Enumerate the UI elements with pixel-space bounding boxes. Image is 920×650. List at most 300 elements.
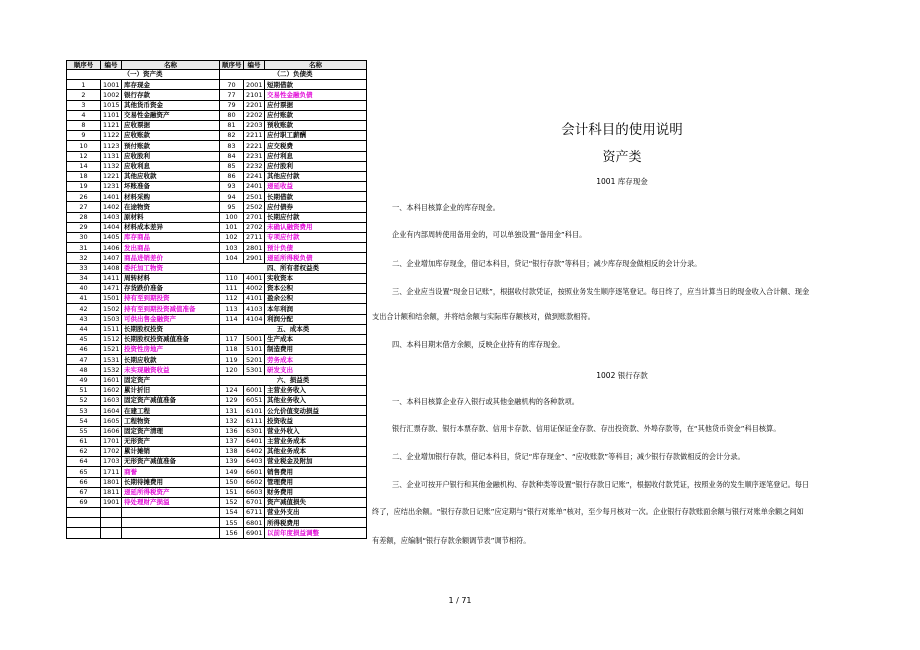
seq-cell — [67, 518, 101, 528]
code-cell: 1404 — [101, 222, 122, 232]
table-row — [67, 457, 220, 467]
seq-cell: 49 — [67, 375, 101, 385]
table-row — [220, 477, 367, 487]
seq-cell: 152 — [220, 497, 244, 507]
seq-cell: 40 — [67, 283, 101, 293]
table-row — [67, 120, 220, 130]
table-row — [220, 406, 367, 416]
header-code: 编号 — [244, 61, 265, 70]
code-cell: 6901 — [244, 528, 265, 538]
code-cell: 1221 — [101, 171, 122, 181]
seq-cell: 41 — [67, 294, 101, 304]
section-title: 五、成本类 — [220, 324, 367, 334]
seq-cell: 118 — [220, 345, 244, 355]
seq-cell: 113 — [220, 304, 244, 314]
table-row — [220, 192, 367, 202]
name-cell: 应付债券 — [265, 202, 367, 212]
table-row — [67, 222, 220, 232]
seq-cell: 120 — [220, 365, 244, 375]
table-row — [220, 304, 367, 314]
code-cell: 4001 — [244, 273, 265, 283]
name-cell: 投资性房地产 — [122, 345, 220, 355]
name-cell: 工程物资 — [122, 416, 220, 426]
code-cell: 1231 — [101, 182, 122, 192]
table-row — [220, 283, 367, 293]
table-row — [220, 436, 367, 446]
account-heading-1001: 1001 库存现金 — [596, 177, 648, 186]
code-cell: 1015 — [101, 100, 122, 110]
code-cell: 4103 — [244, 304, 265, 314]
seq-cell: 151 — [220, 487, 244, 497]
table-row — [67, 304, 220, 314]
header-name: 名称 — [265, 61, 367, 70]
seq-cell: 65 — [67, 467, 101, 477]
seq-cell: 124 — [220, 385, 244, 395]
paragraph: 三、企业应当设置“现金日记账”，根据收付款凭证，按照业务发生顺序逐笔登记。每日终了，应当计算当日的现金收入合计额、现金 — [392, 287, 810, 296]
name-cell: 财务费用 — [265, 487, 367, 497]
table-row — [220, 253, 367, 263]
seq-cell: 112 — [220, 294, 244, 304]
table-row — [67, 243, 220, 253]
document-title: 会计科目的使用说明 — [561, 122, 683, 138]
name-cell: 应付股利 — [265, 161, 367, 171]
seq-cell: 82 — [220, 131, 244, 141]
section-title: （二）负债类 — [220, 70, 367, 80]
name-cell: 长期应收款 — [122, 355, 220, 365]
section-row — [67, 70, 220, 80]
name-cell: 营业外支出 — [265, 508, 367, 518]
seq-cell: 55 — [67, 426, 101, 436]
code-cell: 1605 — [101, 416, 122, 426]
code-cell: 6711 — [244, 508, 265, 518]
code-cell: 6401 — [244, 436, 265, 446]
name-cell: 累计摊销 — [122, 446, 220, 456]
table-row — [67, 80, 220, 90]
name-cell: 制造费用 — [265, 345, 367, 355]
code-cell: 6301 — [244, 426, 265, 436]
name-cell: 应收票据 — [122, 120, 220, 130]
code-cell: 6403 — [244, 457, 265, 467]
name-cell: 预付账款 — [122, 141, 220, 151]
seq-cell: 33 — [67, 263, 101, 273]
code-cell: 2702 — [244, 222, 265, 232]
code-cell: 2711 — [244, 233, 265, 243]
table-row — [220, 100, 367, 110]
name-cell: 在建工程 — [122, 406, 220, 416]
code-cell: 1101 — [101, 110, 122, 120]
code-cell: 1471 — [101, 283, 122, 293]
table-row — [220, 212, 367, 222]
seq-cell: 4 — [67, 110, 101, 120]
paragraph: 二、企业增加库存现金，借记本科目，贷记“银行存款”等科目；减少库存现金做相反的会计分录。 — [392, 259, 702, 268]
table-row — [67, 131, 220, 141]
table-row — [220, 416, 367, 426]
name-cell: 管理费用 — [265, 477, 367, 487]
seq-cell: 44 — [67, 324, 101, 334]
seq-cell: 26 — [67, 192, 101, 202]
table-row — [220, 385, 367, 395]
table-row — [220, 457, 367, 467]
seq-cell: 9 — [67, 131, 101, 141]
table-row — [220, 131, 367, 141]
table-row — [67, 446, 220, 456]
table-row — [67, 110, 220, 120]
name-cell: 实收资本 — [265, 273, 367, 283]
seq-cell: 70 — [220, 80, 244, 90]
code-cell: 6601 — [244, 467, 265, 477]
table-row — [220, 151, 367, 161]
table-row — [67, 233, 220, 243]
section-row — [220, 70, 367, 80]
seq-cell: 86 — [220, 171, 244, 181]
name-cell: 银行存款 — [122, 90, 220, 100]
name-cell: 库存商品 — [122, 233, 220, 243]
paragraph: 一、本科目核算企业的库存现金。 — [392, 203, 500, 212]
table-row — [67, 385, 220, 395]
code-cell: 2241 — [244, 171, 265, 181]
seq-cell: 94 — [220, 192, 244, 202]
name-cell: 长期应付款 — [265, 212, 367, 222]
paragraph: 二、企业增加银行存款，借记本科目，贷记“库存现金”、“应收账款”等科目；减少银行存款做相反的会计分录。 — [392, 452, 745, 461]
code-cell: 1403 — [101, 212, 122, 222]
seq-cell: 131 — [220, 406, 244, 416]
code-cell: 1501 — [101, 294, 122, 304]
seq-cell: 77 — [220, 90, 244, 100]
code-cell: 2502 — [244, 202, 265, 212]
code-cell: 1801 — [101, 477, 122, 487]
name-cell: 持有至到期投资 — [122, 294, 220, 304]
seq-cell: 67 — [67, 487, 101, 497]
code-cell: 5301 — [244, 365, 265, 375]
seq-cell: 139 — [220, 457, 244, 467]
name-cell: 交易性金融负债 — [265, 90, 367, 100]
table-row — [67, 406, 220, 416]
seq-cell: 154 — [220, 508, 244, 518]
name-cell: 资产减值损失 — [265, 497, 367, 507]
name-cell: 商品进销差价 — [122, 253, 220, 263]
code-cell: 6051 — [244, 396, 265, 406]
code-cell: 1711 — [101, 467, 122, 477]
name-cell: 应交税费 — [265, 141, 367, 151]
code-cell: 1002 — [101, 90, 122, 100]
table-row — [220, 120, 367, 130]
table-row — [220, 161, 367, 171]
seq-cell: 32 — [67, 253, 101, 263]
table-row — [67, 396, 220, 406]
table-row — [67, 171, 220, 181]
section-row — [220, 324, 367, 334]
code-cell: 5201 — [244, 355, 265, 365]
code-cell: 1122 — [101, 131, 122, 141]
seq-cell: 8 — [67, 120, 101, 130]
code-cell: 2001 — [244, 80, 265, 90]
name-cell: 研发支出 — [265, 365, 367, 375]
name-cell: 应付利息 — [265, 151, 367, 161]
name-cell: 利润分配 — [265, 314, 367, 324]
paragraph: 一、本科目核算企业存入银行或其他金融机构的各种款项。 — [392, 397, 579, 406]
name-cell: 交易性金融资产 — [122, 110, 220, 120]
name-cell: 预收账款 — [265, 120, 367, 130]
table-row — [67, 375, 220, 385]
seq-cell: 93 — [220, 182, 244, 192]
code-cell: 1502 — [101, 304, 122, 314]
name-cell: 存货跌价准备 — [122, 283, 220, 293]
table-row — [67, 202, 220, 212]
table-row — [220, 508, 367, 518]
name-cell — [122, 518, 220, 528]
seq-cell: 66 — [67, 477, 101, 487]
header-seq: 顺序号 — [220, 61, 244, 70]
seq-cell: 104 — [220, 253, 244, 263]
section-row — [220, 263, 367, 273]
seq-cell: 69 — [67, 497, 101, 507]
table-row — [220, 90, 367, 100]
seq-cell: 61 — [67, 436, 101, 446]
code-cell: 1531 — [101, 355, 122, 365]
name-cell: 公允价值变动损益 — [265, 406, 367, 416]
seq-cell: 62 — [67, 446, 101, 456]
name-cell: 专项应付款 — [265, 233, 367, 243]
seq-cell: 46 — [67, 345, 101, 355]
seq-cell: 101 — [220, 222, 244, 232]
name-cell: 短期借款 — [265, 80, 367, 90]
code-cell: 2901 — [244, 253, 265, 263]
code-cell: 1702 — [101, 446, 122, 456]
seq-cell: 138 — [220, 446, 244, 456]
seq-cell: 155 — [220, 518, 244, 528]
seq-cell: 19 — [67, 182, 101, 192]
code-cell: 2211 — [244, 131, 265, 141]
table-row — [67, 294, 220, 304]
header-code: 编号 — [101, 61, 122, 70]
seq-cell: 12 — [67, 151, 101, 161]
code-cell: 1402 — [101, 202, 122, 212]
code-cell: 1401 — [101, 192, 122, 202]
table-row — [67, 100, 220, 110]
table-row — [67, 324, 220, 334]
table-row — [220, 314, 367, 324]
name-cell: 周转材料 — [122, 273, 220, 283]
seq-cell: 102 — [220, 233, 244, 243]
code-cell: 2231 — [244, 151, 265, 161]
code-cell: 1411 — [101, 273, 122, 283]
seq-cell: 18 — [67, 171, 101, 181]
code-cell: 1604 — [101, 406, 122, 416]
seq-cell: 117 — [220, 334, 244, 344]
table-row — [220, 426, 367, 436]
liability-equity-account-table — [219, 60, 367, 539]
table-row — [67, 497, 220, 507]
asset-account-table — [66, 60, 220, 539]
code-cell: 2202 — [244, 110, 265, 120]
name-cell: 所得税费用 — [265, 518, 367, 528]
paragraph: 有差额，应编制“银行存款余额调节表”调节相符。 — [372, 536, 531, 545]
table-row — [67, 212, 220, 222]
table-row — [67, 141, 220, 151]
name-cell: 发出商品 — [122, 243, 220, 253]
code-cell: 6402 — [244, 446, 265, 456]
code-cell: 1123 — [101, 141, 122, 151]
seq-cell: 34 — [67, 273, 101, 283]
code-cell: 1512 — [101, 334, 122, 344]
code-cell: 4104 — [244, 314, 265, 324]
name-cell: 库存现金 — [122, 80, 220, 90]
table-row — [67, 436, 220, 446]
table-row — [67, 345, 220, 355]
code-cell: 5001 — [244, 334, 265, 344]
seq-cell: 132 — [220, 416, 244, 426]
code-cell: 2201 — [244, 100, 265, 110]
name-cell: 应付票据 — [265, 100, 367, 110]
table-row — [67, 151, 220, 161]
section-title: 六、损益类 — [220, 375, 367, 385]
name-cell: 营业税金及附加 — [265, 457, 367, 467]
code-cell: 1405 — [101, 233, 122, 243]
seq-cell: 85 — [220, 161, 244, 171]
table-row — [67, 416, 220, 426]
code-cell: 1001 — [101, 80, 122, 90]
seq-cell: 84 — [220, 151, 244, 161]
table-row — [220, 446, 367, 456]
paragraph: 企业有内部周转使用备用金的，可以单独设置“备用金”科目。 — [392, 230, 587, 239]
name-cell: 在途物资 — [122, 202, 220, 212]
section-row — [220, 375, 367, 385]
name-cell: 应收账款 — [122, 131, 220, 141]
table-row — [220, 334, 367, 344]
document-subtitle: 资产类 — [602, 150, 642, 165]
name-cell: 递延收益 — [265, 182, 367, 192]
table-row — [67, 518, 220, 528]
seq-cell: 28 — [67, 212, 101, 222]
name-cell: 主营业务收入 — [265, 385, 367, 395]
table-row — [67, 355, 220, 365]
name-cell: 固定资产减值准备 — [122, 396, 220, 406]
name-cell: 应付职工薪酬 — [265, 131, 367, 141]
name-cell: 其他业务收入 — [265, 396, 367, 406]
seq-cell: 1 — [67, 80, 101, 90]
table-row — [67, 528, 220, 538]
code-cell: 1701 — [101, 436, 122, 446]
name-cell: 应收股利 — [122, 151, 220, 161]
seq-cell: 47 — [67, 355, 101, 365]
code-cell: 1132 — [101, 161, 122, 171]
code-cell: 1532 — [101, 365, 122, 375]
seq-cell: 64 — [67, 457, 101, 467]
table-row — [220, 233, 367, 243]
name-cell: 其他业务成本 — [265, 446, 367, 456]
table-row — [220, 497, 367, 507]
name-cell: 材料采购 — [122, 192, 220, 202]
table-row — [67, 477, 220, 487]
seq-cell: 103 — [220, 243, 244, 253]
seq-cell: 42 — [67, 304, 101, 314]
name-cell: 主营业务成本 — [265, 436, 367, 446]
seq-cell: 31 — [67, 243, 101, 253]
code-cell: 1811 — [101, 487, 122, 497]
seq-cell: 150 — [220, 477, 244, 487]
seq-cell: 45 — [67, 334, 101, 344]
table-row — [220, 294, 367, 304]
table-header-row — [67, 61, 220, 70]
table-row — [220, 202, 367, 212]
paragraph: 支出合计额和结余额，并将结余额与实际库存额核对，做到账款相符。 — [372, 312, 595, 321]
seq-cell — [67, 528, 101, 538]
seq-cell: 52 — [67, 396, 101, 406]
table-row — [220, 80, 367, 90]
seq-cell: 95 — [220, 202, 244, 212]
page-number: 1 / 71 — [448, 596, 472, 605]
seq-cell: 110 — [220, 273, 244, 283]
name-cell: 可供出售金融资产 — [122, 314, 220, 324]
seq-cell: 10 — [67, 141, 101, 151]
code-cell: 1407 — [101, 253, 122, 263]
name-cell: 长期借款 — [265, 192, 367, 202]
table-row — [220, 110, 367, 120]
code-cell: 2501 — [244, 192, 265, 202]
name-cell: 未实现融资收益 — [122, 365, 220, 375]
seq-cell — [67, 508, 101, 518]
name-cell: 原材料 — [122, 212, 220, 222]
seq-cell: 27 — [67, 202, 101, 212]
code-cell: 2101 — [244, 90, 265, 100]
name-cell: 其他应收款 — [122, 171, 220, 181]
seq-cell: 137 — [220, 436, 244, 446]
name-cell: 待处理财产损溢 — [122, 497, 220, 507]
name-cell: 递延所得税负债 — [265, 253, 367, 263]
name-cell: 应收利息 — [122, 161, 220, 171]
name-cell: 销售费用 — [265, 467, 367, 477]
code-cell: 6101 — [244, 406, 265, 416]
code-cell: 6111 — [244, 416, 265, 426]
code-cell: 1121 — [101, 120, 122, 130]
name-cell: 长期股权投资 — [122, 324, 220, 334]
code-cell: 6001 — [244, 385, 265, 395]
name-cell — [122, 528, 220, 538]
seq-cell: 149 — [220, 467, 244, 477]
code-cell: 1503 — [101, 314, 122, 324]
paragraph: 银行汇票存款、银行本票存款、信用卡存款、信用证保证金存款、存出投资款、外埠存款等，在“其他货币资金”科目核算。 — [392, 424, 781, 433]
name-cell: 长期股权投资减值准备 — [122, 334, 220, 344]
paragraph: 三、企业可按开户银行和其他金融机构、存款种类等设置“银行存款日记账”，根据收付款凭证，按照业务的发生顺序逐笔登记。每日 — [392, 480, 810, 489]
name-cell: 投资收益 — [265, 416, 367, 426]
section-title: （一）资产类 — [67, 70, 220, 80]
seq-cell: 43 — [67, 314, 101, 324]
code-cell: 4002 — [244, 283, 265, 293]
seq-cell: 51 — [67, 385, 101, 395]
seq-cell: 111 — [220, 283, 244, 293]
code-cell — [101, 528, 122, 538]
table-row — [67, 263, 220, 273]
code-cell — [101, 518, 122, 528]
code-cell: 2401 — [244, 182, 265, 192]
paragraph: 终了，应结出余额。“银行存款日记账”应定期与“银行对账单”核对，至少每月核对一次。企业银行存款账面余额与银行对账单余额之间如 — [372, 507, 804, 516]
table-row — [67, 90, 220, 100]
table-row — [67, 334, 220, 344]
header-seq: 顺序号 — [67, 61, 101, 70]
header-name: 名称 — [122, 61, 220, 70]
seq-cell: 54 — [67, 416, 101, 426]
table-row — [67, 487, 220, 497]
name-cell: 商誉 — [122, 467, 220, 477]
code-cell: 1901 — [101, 497, 122, 507]
name-cell: 持有至到期投资减值准备 — [122, 304, 220, 314]
table-row — [220, 467, 367, 477]
table-row — [67, 192, 220, 202]
table-row — [220, 141, 367, 151]
name-cell: 累计折旧 — [122, 385, 220, 395]
name-cell: 其他货币资金 — [122, 100, 220, 110]
seq-cell: 80 — [220, 110, 244, 120]
